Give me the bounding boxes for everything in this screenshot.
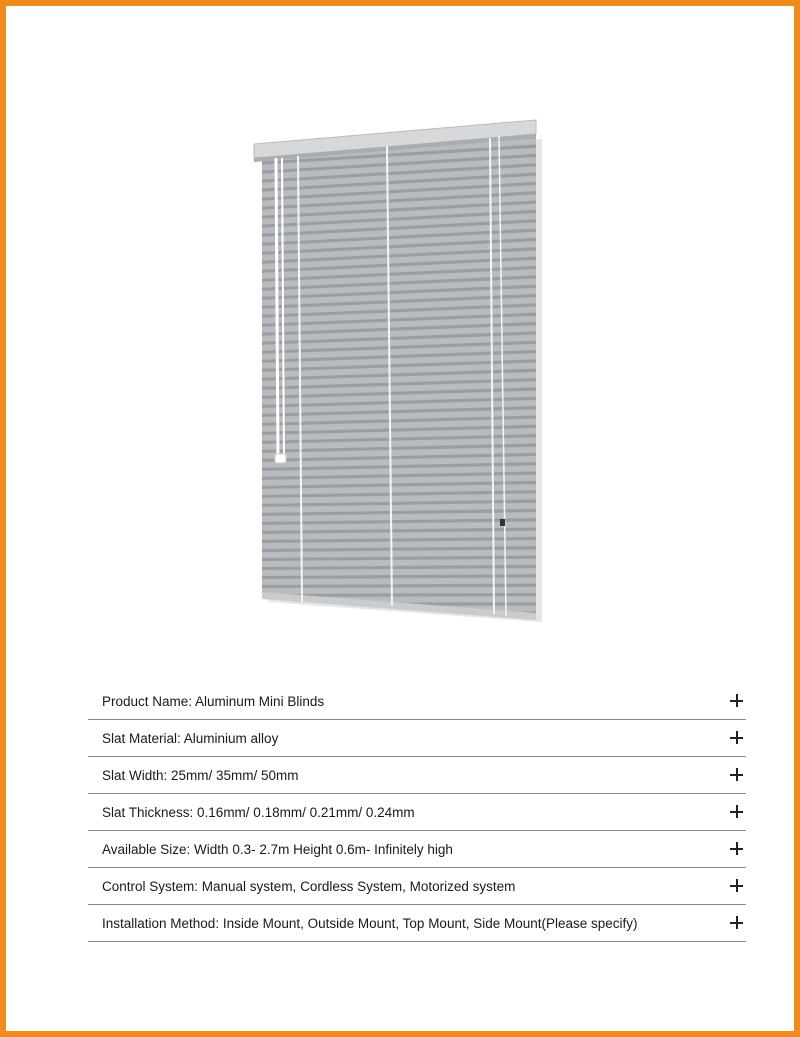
spec-text: Product Name: Aluminum Mini Blinds [102, 693, 325, 709]
blind-product-image [6, 6, 800, 666]
spec-row[interactable] [88, 757, 746, 794]
spec-text: Slat Width: 25mm/ 35mm/ 50mm [102, 767, 299, 783]
plus-icon[interactable] [730, 916, 744, 930]
plus-icon[interactable] [730, 731, 744, 745]
blind-slat [256, 633, 542, 640]
cord-tassel [275, 454, 286, 463]
plus-icon[interactable] [730, 842, 744, 856]
spec-text: Control System: Manual system, Cordless System, Motorized system [102, 878, 516, 894]
spec-row[interactable] [88, 868, 746, 905]
blind-slat [256, 624, 542, 630]
spec-row[interactable] [88, 720, 746, 757]
spec-text: Installation Method: Inside Mount, Outside Mount, Top Mount, Side Mount(Please specify) [102, 915, 638, 931]
spec-text: Slat Material: Aluminium alloy [102, 730, 279, 746]
blind-slat [256, 642, 542, 649]
spec-text: Slat Thickness: 0.16mm/ 0.18mm/ 0.21mm/ 0.24mm [102, 804, 415, 820]
spec-row[interactable] [88, 905, 746, 942]
wand-knob [500, 519, 505, 526]
spec-row[interactable] [88, 831, 746, 868]
plus-icon[interactable] [730, 768, 744, 782]
plus-icon[interactable] [730, 694, 744, 708]
spec-row[interactable] [88, 794, 746, 831]
blind-slat [256, 651, 542, 658]
blind-slat [256, 587, 542, 594]
plus-icon[interactable] [730, 879, 744, 893]
lift-cord-a [276, 158, 278, 461]
plus-icon[interactable] [730, 805, 744, 819]
spec-text: Available Size: Width 0.3- 2.7m Height 0.6m- Infinitely high [102, 841, 453, 857]
spec-list [88, 683, 746, 942]
spec-row[interactable] [88, 683, 746, 720]
